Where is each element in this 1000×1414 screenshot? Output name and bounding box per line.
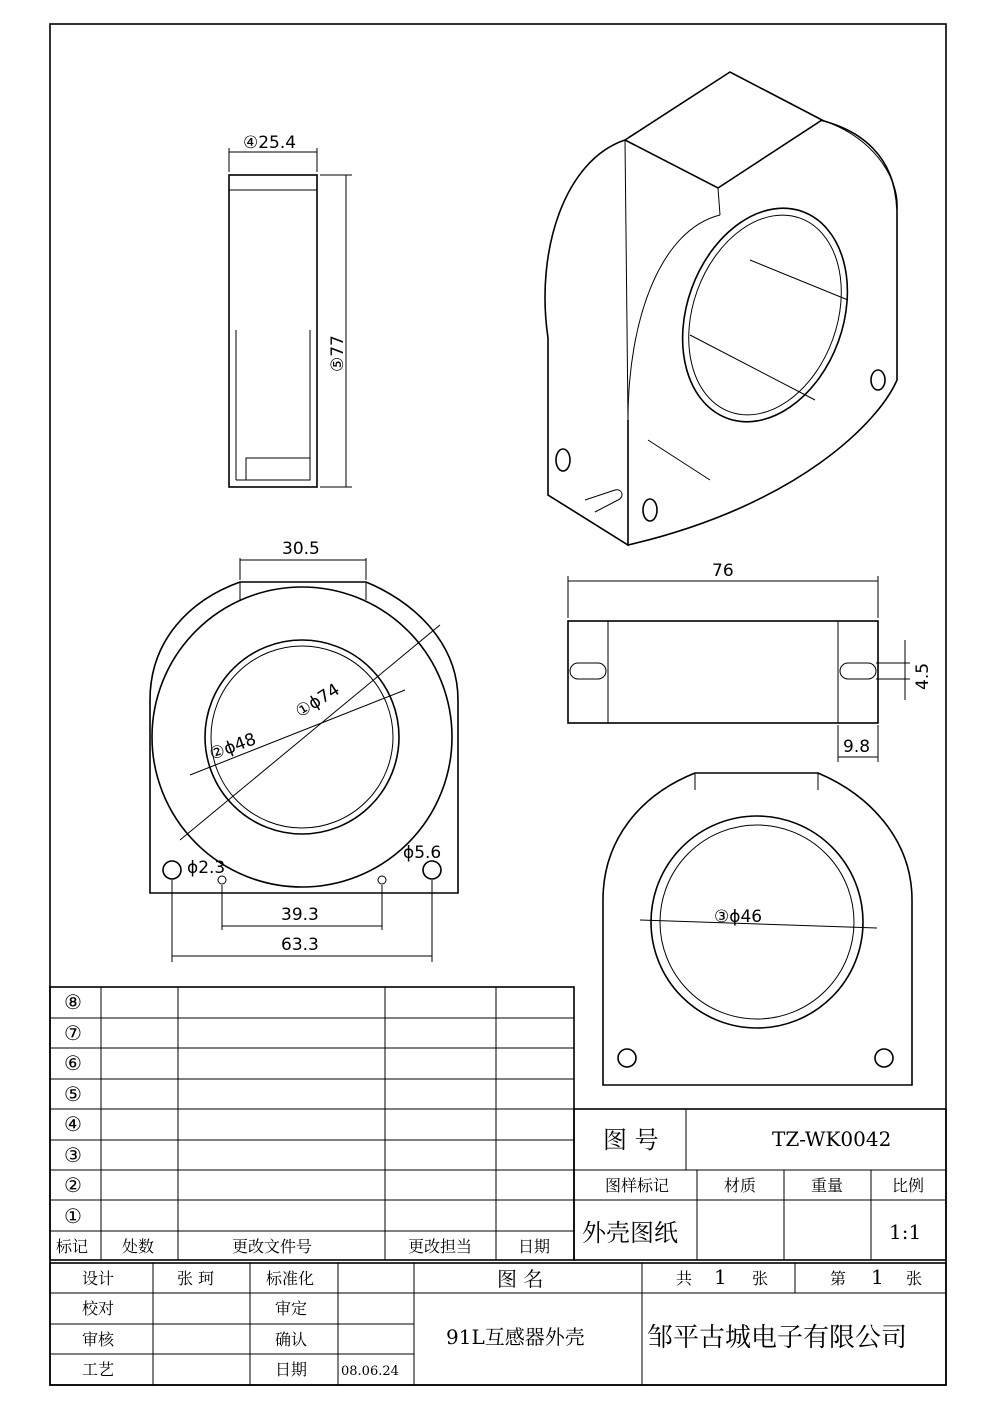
standardize-label: 标准化: [266, 1269, 315, 1288]
rev-header-changed-by: 更改担当: [408, 1237, 473, 1256]
front-view: [150, 539, 458, 962]
dim-diameter-46: ③ϕ46: [714, 907, 763, 927]
review-label: 审定: [275, 1299, 308, 1318]
sheet-unit-total: 张: [752, 1269, 769, 1288]
dim-width-25-4: ④25.4: [243, 133, 297, 153]
isometric-view: [545, 72, 897, 545]
dim-diameter-48: ②ϕ48: [206, 729, 259, 765]
rev-header-place-count: 处数: [122, 1237, 155, 1256]
scale-value: 1:1: [889, 1220, 922, 1244]
side-view: [229, 133, 352, 487]
sheet-number: 1: [871, 1265, 884, 1289]
weight-label: 重量: [811, 1176, 844, 1195]
bottom-view: [568, 561, 933, 762]
rev-mark-3: ③: [64, 1143, 82, 1167]
rev-mark-5: ⑤: [64, 1082, 82, 1106]
title-block: [50, 1263, 946, 1385]
rev-mark-1: ①: [64, 1204, 82, 1228]
rev-mark-8: ⑧: [64, 990, 82, 1014]
drawing-no-value: TZ-WK0042: [772, 1127, 892, 1151]
rev-mark-2: ②: [64, 1173, 82, 1197]
dim-span-63-3: 63.3: [281, 935, 319, 955]
dim-diameter-74: ①ϕ74: [292, 679, 344, 723]
dim-width-30-5: 30.5: [282, 539, 320, 559]
dim-slot-4-5: 4.5: [913, 662, 933, 690]
designer-name: 张 珂: [177, 1269, 215, 1288]
sheet-label: 第: [830, 1269, 847, 1288]
date-value: 08.06.24: [341, 1364, 399, 1379]
material-label: 材质: [724, 1176, 757, 1195]
check-label: 校对: [82, 1299, 115, 1318]
drawing-name-label: 图 名: [497, 1267, 544, 1291]
rev-header-change-doc: 更改文件号: [232, 1237, 313, 1256]
dim-length-76: 76: [712, 561, 734, 581]
company-name: 邹平古城电子有限公司: [647, 1323, 908, 1353]
dim-offset-9-8: 9.8: [843, 737, 871, 757]
revision-table: [50, 987, 574, 1260]
design-label: 设计: [82, 1269, 115, 1288]
sample-mark-label: 图样标记: [605, 1176, 670, 1195]
rev-header-date: 日期: [518, 1237, 551, 1256]
dim-span-39-3: 39.3: [281, 905, 319, 925]
rev-mark-7: ⑦: [64, 1021, 82, 1045]
back-view: [603, 773, 912, 1085]
dim-diameter-2-3: ϕ2.3: [187, 858, 226, 878]
scale-label: 比例: [892, 1176, 925, 1195]
rev-header-mark: 标记: [56, 1237, 89, 1256]
total-sheets: 1: [714, 1265, 727, 1289]
sample-mark-value: 外壳图纸: [582, 1219, 678, 1247]
rev-mark-4: ④: [64, 1112, 82, 1136]
drawing-number-block: [574, 1109, 946, 1260]
total-label: 共: [676, 1269, 693, 1288]
dim-height-77: ⑤77: [328, 335, 348, 372]
drawing-no-label: 图 号: [603, 1126, 659, 1154]
audit-label: 审核: [82, 1330, 115, 1349]
drawing-name: 91L互感器外壳: [446, 1325, 585, 1349]
rev-mark-6: ⑥: [64, 1051, 82, 1075]
sheet-unit-current: 张: [906, 1269, 923, 1288]
date-label: 日期: [275, 1360, 308, 1379]
process-label: 工艺: [82, 1360, 115, 1379]
dim-diameter-5-6: ϕ5.6: [403, 843, 442, 863]
confirm-label: 确认: [275, 1330, 308, 1349]
